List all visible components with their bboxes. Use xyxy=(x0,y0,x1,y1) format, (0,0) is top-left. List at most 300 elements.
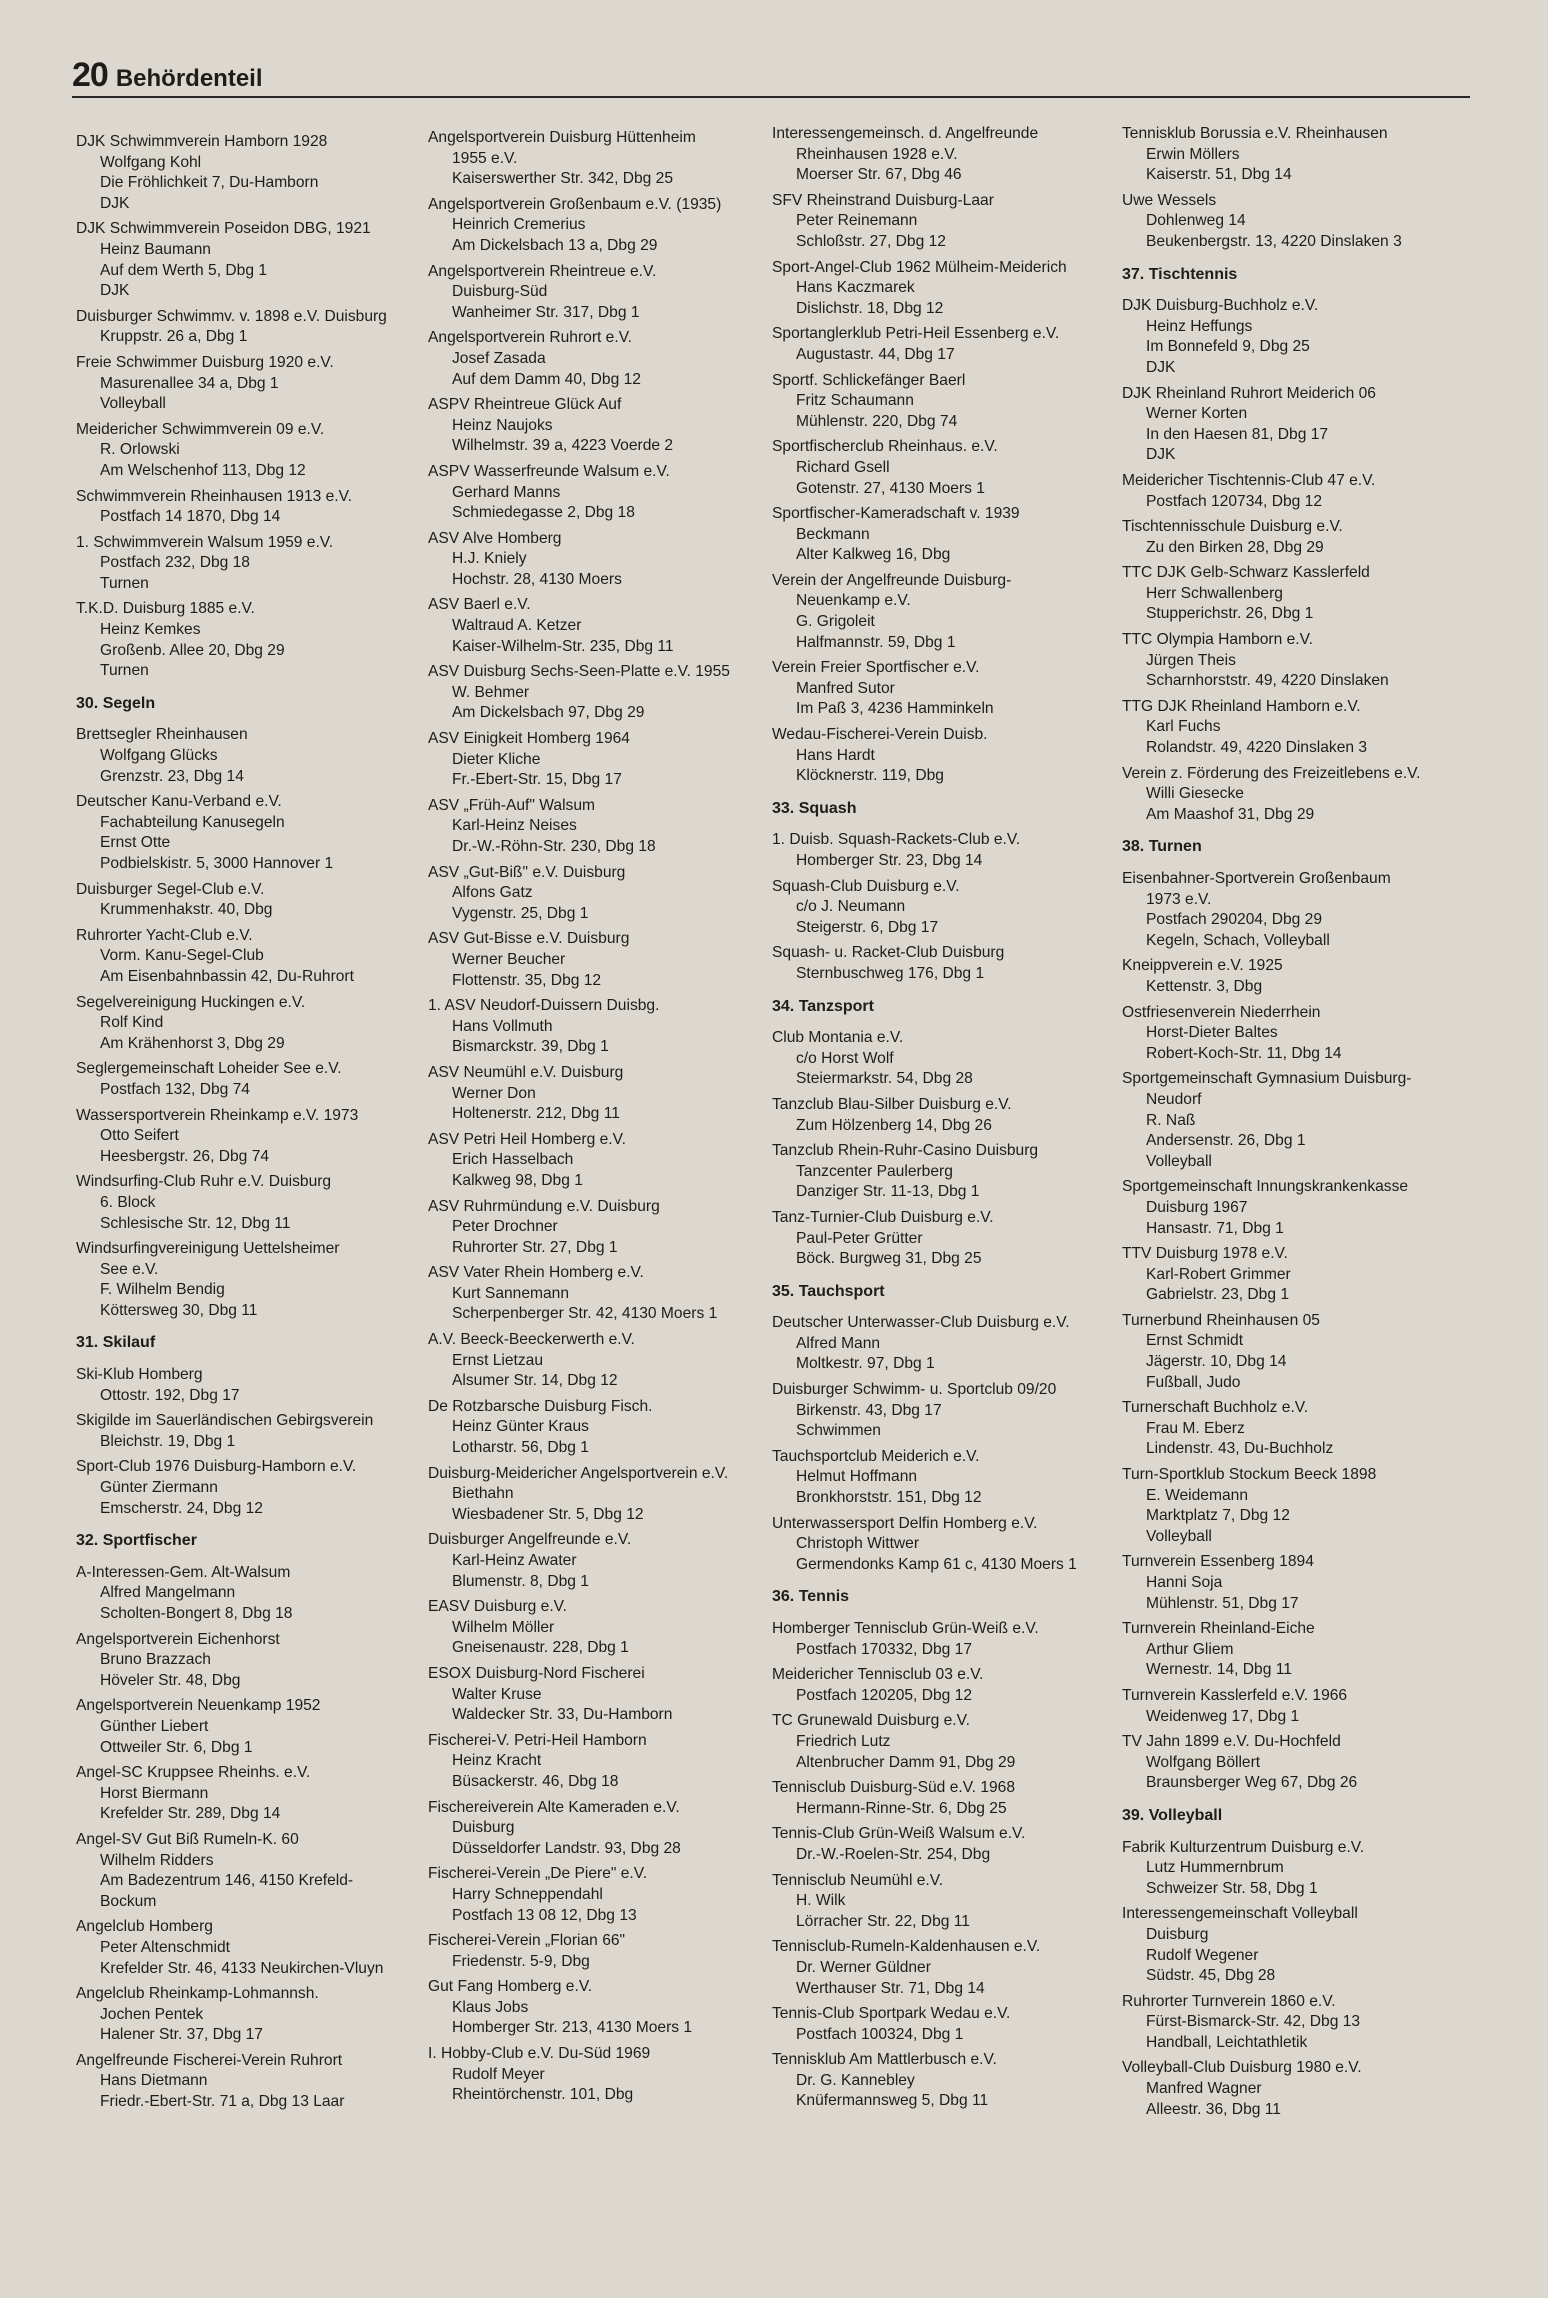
club-name: Brettsegler Rheinhausen xyxy=(76,726,248,744)
club-detail: Halfmannstr. 59, Dbg 1 xyxy=(796,633,956,651)
club-detail: Böck. Burgweg 31, Dbg 25 xyxy=(796,1250,982,1268)
club-entry xyxy=(772,1313,1118,1375)
club-name: ASV „Gut-Biß" e.V. Duisburg xyxy=(428,863,626,881)
club-entry xyxy=(428,2044,774,2106)
club-detail: Knüfermannsweg 5, Dbg 11 xyxy=(796,2092,989,2110)
club-detail: Neuenkamp e.V. xyxy=(796,592,911,610)
club-entry xyxy=(428,462,774,524)
club-detail: In den Haesen 81, Dbg 17 xyxy=(1146,425,1329,443)
club-detail: Heinrich Cremerius xyxy=(452,216,586,234)
club-entry xyxy=(772,571,1118,653)
club-name: ASV Einigkeit Homberg 1964 xyxy=(428,730,630,748)
club-name: Angelclub Homberg xyxy=(76,1918,213,1936)
club-entry xyxy=(772,1778,1118,1819)
club-detail: Harry Schneppendahl xyxy=(452,1885,603,1903)
club-detail: Germendonks Kamp 61 c, 4130 Moers 1 xyxy=(796,1555,1077,1573)
club-entry xyxy=(76,1563,422,1625)
club-name: Homberger Tennisclub Grün-Weiß e.V. xyxy=(772,1620,1039,1637)
club-detail: Hansastr. 71, Dbg 1 xyxy=(1146,1219,1284,1237)
club-entry xyxy=(1122,1244,1468,1306)
club-detail: Großenb. Allee 20, Dbg 29 xyxy=(100,641,285,659)
club-detail: 6. Block xyxy=(100,1193,156,1211)
club-entry xyxy=(772,1028,1118,1090)
club-detail: Bronkhorststr. 151, Dbg 12 xyxy=(796,1489,982,1507)
club-name: ASV „Früh-Auf" Walsum xyxy=(428,796,595,814)
club-entry xyxy=(428,1731,774,1793)
club-name: Ostfriesenverein Niederrhein xyxy=(1122,1003,1321,1021)
club-detail: Alfred Mangelmann xyxy=(100,1584,236,1602)
club-detail: Josef Zasada xyxy=(452,349,546,367)
club-detail: Turnen xyxy=(100,574,149,592)
club-name: Wassersportverein Rheinkamp e.V. 1973 xyxy=(76,1106,359,1124)
club-detail: Postfach 232, Dbg 18 xyxy=(100,554,250,572)
club-detail: Dohlenweg 14 xyxy=(1146,212,1246,230)
club-name: Verein Freier Sportfischer e.V. xyxy=(772,659,980,677)
club-entry xyxy=(1122,2058,1468,2120)
club-entry xyxy=(772,371,1118,433)
club-entry xyxy=(428,863,774,925)
club-detail: Karl Fuchs xyxy=(1146,718,1221,736)
club-name: ASPV Wasserfreunde Walsum e.V. xyxy=(428,462,670,480)
club-name: Turnverein Rheinland-Eiche xyxy=(1122,1620,1315,1638)
club-detail: Köttersweg 30, Dbg 11 xyxy=(100,1301,258,1319)
club-entry xyxy=(428,729,774,791)
club-detail: Podbielskistr. 5, 3000 Hannover 1 xyxy=(100,855,334,872)
club-detail: Karl-Robert Grimmer xyxy=(1146,1265,1291,1283)
club-detail: Volleyball xyxy=(1146,1152,1212,1170)
club-entry xyxy=(76,533,422,595)
club-detail: Rolandstr. 49, 4220 Dinslaken 3 xyxy=(1146,739,1368,757)
club-detail: Duisburg xyxy=(452,1819,515,1837)
section-heading: 39. Volleyball xyxy=(1122,1806,1223,1824)
club-name: DJK Duisburg-Buchholz e.V. xyxy=(1122,297,1319,315)
club-detail: Werner Don xyxy=(452,1084,536,1102)
club-detail: Alfons Gatz xyxy=(452,884,533,902)
club-entry xyxy=(772,1711,1118,1773)
club-detail: Erich Hasselbach xyxy=(452,1151,574,1169)
club-entry xyxy=(76,353,422,415)
club-detail: Postfach 120734, Dbg 12 xyxy=(1146,492,1322,510)
club-detail: Im Paß 3, 4236 Hamminkeln xyxy=(796,700,994,718)
club-detail: Alfred Mann xyxy=(796,1334,881,1352)
club-entry xyxy=(428,996,774,1058)
club-name: Fischerei-Verein „Florian 66" xyxy=(428,1932,626,1950)
club-name: Freie Schwimmer Duisburg 1920 e.V. xyxy=(76,353,334,371)
club-name: TTV Duisburg 1978 e.V. xyxy=(1122,1245,1288,1263)
club-detail: Friedr.-Ebert-Str. 71 a, Dbg 13 Laar xyxy=(100,2093,345,2111)
club-name: Sportf. Schlickefänger Baerl xyxy=(772,371,966,389)
club-detail: Heinz Naujoks xyxy=(452,416,553,434)
club-name: Meidericher Schwimmverein 09 e.V. xyxy=(76,420,325,438)
club-detail: Ottostr. 192, Dbg 17 xyxy=(100,1386,240,1404)
club-entry xyxy=(1122,124,1468,186)
club-detail: Gerhard Manns xyxy=(452,483,561,501)
club-detail: Schmiedegasse 2, Dbg 18 xyxy=(452,504,635,522)
club-detail: Hans Vollmuth xyxy=(452,1017,553,1035)
club-entry xyxy=(76,1239,422,1321)
club-detail: Moerser Str. 67, Dbg 46 xyxy=(796,166,962,184)
club-detail: Schwimmen xyxy=(796,1422,881,1440)
club-name: ESOX Duisburg-Nord Fischerei xyxy=(428,1664,645,1682)
club-entry xyxy=(772,124,1118,186)
club-detail: Kettenstr. 3, Dbg xyxy=(1146,977,1263,995)
club-detail: c/o Horst Wolf xyxy=(796,1049,894,1067)
column-1 xyxy=(76,132,422,2118)
club-detail: Kurt Sannemann xyxy=(452,1284,570,1302)
club-entry xyxy=(1122,563,1468,625)
club-entry xyxy=(76,1365,422,1406)
club-detail: Krefelder Str. 289, Dbg 14 xyxy=(100,1805,281,1823)
club-detail: Gneisenaustr. 228, Dbg 1 xyxy=(452,1639,629,1657)
club-entry xyxy=(76,1172,422,1234)
club-detail: Wolfgang Glücks xyxy=(100,747,218,765)
club-name: Sportgemeinschaft Innungskrankenkasse xyxy=(1122,1178,1409,1196)
club-detail: Rheintörchenstr. 101, Dbg xyxy=(452,2086,634,2104)
club-name: Deutscher Kanu-Verband e.V. xyxy=(76,793,282,811)
club-detail: Schloßstr. 27, Dbg 12 xyxy=(796,232,946,250)
club-name: Sportfischer-Kameradschaft v. 1939 xyxy=(772,505,1020,523)
club-name: Turnverein Essenberg 1894 xyxy=(1122,1553,1314,1571)
club-name: T.K.D. Duisburg 1885 e.V. xyxy=(76,600,255,618)
club-detail: Jägerstr. 10, Dbg 14 xyxy=(1146,1353,1287,1371)
club-detail: Steiermarkstr. 54, Dbg 28 xyxy=(796,1070,973,1088)
club-name: Angelclub Rheinkamp-Lohmannsh. xyxy=(76,1985,319,2003)
club-detail: Homberger Str. 23, Dbg 14 xyxy=(796,852,983,869)
club-name: Turnverein Kasslerfeld e.V. 1966 xyxy=(1122,1686,1348,1704)
club-entry xyxy=(1122,1465,1468,1547)
club-name: Angelfreunde Fischerei-Verein Ruhrort xyxy=(76,2051,343,2069)
club-detail: Heinz Baumann xyxy=(100,240,211,258)
club-detail: Grenzstr. 23, Dbg 14 xyxy=(100,767,244,785)
club-detail: Rolf Kind xyxy=(100,1014,164,1032)
club-name: Volleyball-Club Duisburg 1980 e.V. xyxy=(1122,2059,1362,2077)
club-name: Uwe Wessels xyxy=(1122,191,1217,209)
club-entry xyxy=(76,420,422,482)
club-detail: Richard Gsell xyxy=(796,458,890,476)
club-detail: G. Grigoleit xyxy=(796,613,875,631)
club-detail: Fritz Schaumann xyxy=(796,392,914,410)
club-detail: Postfach 132, Dbg 74 xyxy=(100,1080,250,1098)
club-entry xyxy=(772,1208,1118,1270)
club-entry xyxy=(76,1763,422,1825)
club-detail: Am Dickelsbach 13 a, Dbg 29 xyxy=(452,236,658,254)
club-detail: H.J. Kniely xyxy=(452,550,527,568)
club-detail: Dieter Kliche xyxy=(452,750,541,768)
club-detail: Am Badezentrum 146, 4150 Krefeld- xyxy=(100,1872,354,1890)
club-name: Fabrik Kulturzentrum Duisburg e.V. xyxy=(1122,1838,1365,1856)
club-entry xyxy=(772,191,1118,253)
club-name: Squash- u. Racket-Club Duisburg xyxy=(772,944,1005,962)
club-name: Ruhrorter Turnverein 1860 e.V. xyxy=(1122,1992,1336,2010)
club-detail: Heinz Heffungs xyxy=(1146,317,1253,335)
club-entry xyxy=(1122,517,1468,558)
club-entry xyxy=(76,880,422,921)
section-heading: 38. Turnen xyxy=(1122,838,1202,856)
club-name: Skigilde im Sauerländischen Gebirgsverein xyxy=(76,1412,374,1430)
club-name: ASV Alve Homberg xyxy=(428,529,562,547)
club-entry xyxy=(76,307,422,348)
club-name: Squash-Club Duisburg e.V. xyxy=(772,877,960,895)
club-detail: 1973 e.V. xyxy=(1146,890,1212,908)
club-detail: Karl-Heinz Neises xyxy=(452,817,577,835)
club-detail: Heinz Kracht xyxy=(452,1752,542,1770)
club-detail: Günther Liebert xyxy=(100,1717,209,1735)
club-detail: Heinz Günter Kraus xyxy=(452,1418,589,1436)
club-detail: Lindenstr. 43, Du-Buchholz xyxy=(1146,1440,1334,1458)
club-detail: Büsackerstr. 46, Dbg 18 xyxy=(452,1772,619,1790)
club-detail: Am Krähenhorst 3, Dbg 29 xyxy=(100,1034,285,1052)
club-detail: Wolfgang Böllert xyxy=(1146,1753,1261,1771)
club-name: Turnerbund Rheinhausen 05 xyxy=(1122,1311,1320,1329)
club-detail: Herr Schwallenberg xyxy=(1146,584,1283,602)
club-detail: Danziger Str. 11-13, Dbg 1 xyxy=(796,1183,980,1201)
club-entry xyxy=(428,662,774,724)
club-detail: Postfach 290204, Dbg 29 xyxy=(1146,911,1322,929)
club-detail: Ernst Schmidt xyxy=(1146,1332,1244,1350)
club-entry xyxy=(76,1411,422,1452)
club-detail: Helmut Hoffmann xyxy=(796,1468,918,1486)
club-name: Ski-Klub Homberg xyxy=(76,1366,203,1384)
club-entry xyxy=(428,1397,774,1459)
club-entry xyxy=(428,395,774,457)
club-entry xyxy=(428,262,774,324)
section-heading: 33. Squash xyxy=(772,799,857,817)
club-name: ASPV Rheintreue Glück Auf xyxy=(428,396,622,414)
club-entry xyxy=(428,1798,774,1860)
club-entry xyxy=(772,258,1118,320)
page-header xyxy=(72,56,263,96)
club-entry xyxy=(772,658,1118,720)
club-entry xyxy=(1122,384,1468,466)
club-detail: Duisburg 1967 xyxy=(1146,1198,1248,1216)
club-entry xyxy=(1122,764,1468,826)
club-name: Seglergemeinschaft Loheider See e.V. xyxy=(76,1060,342,1078)
club-detail: Heesbergstr. 26, Dbg 74 xyxy=(100,1147,270,1165)
club-entry xyxy=(76,219,422,301)
club-name: Duisburger Angelfreunde e.V. xyxy=(428,1531,632,1549)
club-entry xyxy=(76,1830,422,1912)
club-name: Schwimmverein Rheinhausen 1913 e.V. xyxy=(76,487,352,505)
club-name: Tennis-Club Grün-Weiß Walsum e.V. xyxy=(772,1825,1026,1843)
club-name: Sport-Angel-Club 1962 Mülheim-Meiderich xyxy=(772,258,1067,276)
club-entry xyxy=(76,1457,422,1519)
club-name: Sport-Club 1976 Duisburg-Hamborn e.V. xyxy=(76,1458,357,1476)
club-name: Tauchsportclub Meiderich e.V. xyxy=(772,1447,980,1465)
club-detail: Manfred Sutor xyxy=(796,679,895,697)
club-entry xyxy=(772,1665,1118,1706)
club-detail: DJK xyxy=(1146,446,1176,464)
club-entry xyxy=(772,2004,1118,2045)
club-detail: Hans Hardt xyxy=(796,746,875,764)
club-name: Kneippverein e.V. 1925 xyxy=(1122,957,1283,975)
club-entry xyxy=(772,324,1118,365)
club-detail: Alter Kalkweg 16, Dbg xyxy=(796,546,951,564)
club-entry xyxy=(76,1106,422,1168)
club-name: Tanz-Turnier-Club Duisburg e.V. xyxy=(772,1208,994,1226)
club-detail: Lotharstr. 56, Dbg 1 xyxy=(452,1439,589,1457)
club-detail: Postfach 14 1870, Dbg 14 xyxy=(100,508,281,526)
club-name: Segelvereinigung Huckingen e.V. xyxy=(76,993,306,1011)
club-detail: Andersenstr. 26, Dbg 1 xyxy=(1146,1132,1306,1150)
club-detail: Frau M. Eberz xyxy=(1146,1419,1245,1437)
club-entry xyxy=(428,1597,774,1659)
club-entry xyxy=(772,1447,1118,1509)
club-name: Angelsportverein Neuenkamp 1952 xyxy=(76,1697,321,1715)
club-entry xyxy=(1122,1619,1468,1681)
club-detail: Fußball, Judo xyxy=(1146,1373,1241,1391)
club-detail: Mühlenstr. 51, Dbg 17 xyxy=(1146,1594,1299,1612)
club-detail: Düsseldorfer Landstr. 93, Dbg 28 xyxy=(452,1839,681,1857)
club-detail: Altenbrucher Damm 91, Dbg 29 xyxy=(796,1753,1016,1771)
club-entry xyxy=(772,1141,1118,1203)
club-entry xyxy=(772,1095,1118,1136)
club-detail: Peter Drochner xyxy=(452,1218,558,1236)
club-name: ASV Baerl e.V. xyxy=(428,596,531,614)
club-detail: Scharnhorststr. 49, 4220 Dinslaken xyxy=(1146,672,1389,690)
club-name: Verein z. Förderung des Freizeitlebens e.V. xyxy=(1122,764,1421,782)
club-detail: Zum Hölzenberg 14, Dbg 26 xyxy=(796,1116,992,1134)
club-detail: Postfach 13 08 12, Dbg 13 xyxy=(452,1906,637,1924)
club-name: A.V. Beeck-Beeckerwerth e.V. xyxy=(428,1331,635,1349)
club-detail: Rudolf Meyer xyxy=(452,2065,545,2083)
club-detail: c/o J. Neumann xyxy=(796,898,906,916)
club-name: ASV Petri Heil Homberg e.V. xyxy=(428,1130,626,1148)
club-detail: Augustastr. 44, Dbg 17 xyxy=(796,345,955,363)
club-entry xyxy=(428,1664,774,1726)
section-heading: 30. Segeln xyxy=(76,694,156,712)
club-detail: Ernst Lietzau xyxy=(452,1351,544,1369)
club-entry xyxy=(428,1263,774,1325)
club-name: Wedau-Fischerei-Verein Duisb. xyxy=(772,726,988,744)
club-entry xyxy=(76,1984,422,2046)
club-name: Angelsportverein Ruhrort e.V. xyxy=(428,329,632,347)
club-detail: Gotenstr. 27, 4130 Moers 1 xyxy=(796,479,985,497)
club-name: Tanzclub Rhein-Ruhr-Casino Duisburg xyxy=(772,1142,1039,1160)
club-detail: Gabrielstr. 23, Dbg 1 xyxy=(1146,1286,1290,1304)
club-entry xyxy=(772,1871,1118,1933)
club-name: EASV Duisburg e.V. xyxy=(428,1598,567,1616)
club-detail: Bleichstr. 19, Dbg 1 xyxy=(100,1432,236,1450)
club-name: DJK Schwimmverein Hamborn 1928 xyxy=(76,133,328,150)
club-detail: Birkenstr. 43, Dbg 17 xyxy=(796,1401,942,1419)
club-name: Eisenbahner-Sportverein Großenbaum xyxy=(1122,870,1391,887)
club-name: Verein der Angelfreunde Duisburg- xyxy=(772,571,1012,589)
club-detail: Dr. G. Kannebley xyxy=(796,2071,915,2089)
club-detail: Alleestr. 36, Dbg 11 xyxy=(1146,2100,1281,2118)
club-detail: Höveler Str. 48, Dbg xyxy=(100,1671,241,1689)
club-name: ASV Duisburg Sechs-Seen-Platte e.V. 1955 xyxy=(428,663,730,681)
club-detail: Volleyball xyxy=(100,395,166,413)
club-detail: R. Naß xyxy=(1146,1111,1196,1129)
club-detail: Marktplatz 7, Dbg 12 xyxy=(1146,1507,1290,1525)
club-name: Angel-SC Kruppsee Rheinhs. e.V. xyxy=(76,1764,311,1782)
club-detail: Otto Seifert xyxy=(100,1127,179,1145)
club-detail: Kaiserstr. 51, Dbg 14 xyxy=(1146,166,1292,184)
club-detail: Volleyball xyxy=(1146,1527,1212,1545)
club-detail: R. Orlowski xyxy=(100,441,180,459)
club-detail: Werner Korten xyxy=(1146,405,1248,423)
club-entry xyxy=(772,1937,1118,1999)
club-name: TC Grunewald Duisburg e.V. xyxy=(772,1712,970,1730)
club-detail: Halener Str. 37, Dbg 17 xyxy=(100,2026,263,2044)
club-detail: Bockum xyxy=(100,1892,157,1910)
club-detail: Rudolf Wegener xyxy=(1146,1946,1259,1964)
club-detail: Masurenallee 34 a, Dbg 1 xyxy=(100,374,279,392)
club-name: Duisburg-Meidericher Angelsportverein e.V. xyxy=(428,1464,729,1482)
club-name: Duisburger Segel-Club e.V. xyxy=(76,880,265,898)
club-detail: Werner Beucher xyxy=(452,950,566,968)
club-name: Interessengemeinsch. d. Angelfreunde xyxy=(772,125,1039,142)
club-name: Gut Fang Homberg e.V. xyxy=(428,1978,593,1996)
page-title: Behördenteil xyxy=(115,65,263,92)
club-detail: Klöcknerstr. 119, Dbg xyxy=(796,767,944,785)
club-detail: Scholten-Bongert 8, Dbg 18 xyxy=(100,1605,293,1622)
club-detail: Heinz Kemkes xyxy=(100,621,201,639)
club-detail: See e.V. xyxy=(100,1260,159,1278)
club-entry xyxy=(76,1917,422,1979)
club-detail: Postfach 170332, Dbg 17 xyxy=(796,1640,972,1658)
section-heading: 31. Skilauf xyxy=(76,1334,156,1352)
club-entry xyxy=(1122,1552,1468,1614)
club-name: TTC Olympia Hamborn e.V. xyxy=(1122,631,1313,649)
club-name: Interessengemeinschaft Volleyball xyxy=(1122,1905,1358,1923)
club-name: 1. ASV Neudorf-Duissern Duisbg. xyxy=(428,997,660,1015)
club-detail: Ottweiler Str. 6, Dbg 1 xyxy=(100,1738,253,1756)
club-entry xyxy=(1122,630,1468,692)
club-detail: Manfred Wagner xyxy=(1146,2080,1262,2098)
club-entry xyxy=(428,1063,774,1125)
club-entry xyxy=(1122,191,1468,253)
club-entry xyxy=(1122,1398,1468,1460)
club-entry xyxy=(1122,471,1468,512)
club-entry xyxy=(1122,296,1468,378)
club-detail: Günter Ziermann xyxy=(100,1479,218,1497)
club-name: Windsurfingvereinigung Uettelsheimer xyxy=(76,1240,340,1258)
club-entry xyxy=(428,796,774,858)
club-entry xyxy=(1122,1177,1468,1239)
header-rule xyxy=(72,96,1470,98)
club-name: A-Interessen-Gem. Alt-Walsum xyxy=(76,1563,291,1581)
club-detail: Willi Giesecke xyxy=(1146,785,1244,803)
club-name: Sportfischerclub Rheinhaus. e.V. xyxy=(772,438,998,456)
club-detail: Horst-Dieter Baltes xyxy=(1146,1024,1278,1042)
club-detail: Wilhelmstr. 39 a, 4223 Voerde 2 xyxy=(452,437,674,455)
club-name: Sportgemeinschaft Gymnasium Duisburg- xyxy=(1122,1070,1412,1088)
club-name: Turnerschaft Buchholz e.V. xyxy=(1122,1399,1309,1417)
club-detail: Postfach 100324, Dbg 1 xyxy=(796,2025,964,2043)
club-detail: Auf dem Damm 40, Dbg 12 xyxy=(452,370,641,388)
club-detail: Am Welschenhof 113, Dbg 12 xyxy=(100,461,306,479)
club-detail: Zu den Birken 28, Dbg 29 xyxy=(1146,538,1324,556)
club-entry xyxy=(1122,1686,1468,1727)
club-detail: Vygenstr. 25, Dbg 1 xyxy=(452,904,589,922)
club-name: Club Montania e.V. xyxy=(772,1029,904,1047)
club-name: ASV Ruhrmündung e.V. Duisburg xyxy=(428,1197,660,1215)
club-entry xyxy=(772,504,1118,566)
club-detail: Erwin Möllers xyxy=(1146,145,1240,163)
club-detail: Kaiser-Wilhelm-Str. 235, Dbg 11 xyxy=(452,637,674,655)
club-detail: 1955 e.V. xyxy=(452,149,518,167)
club-entry xyxy=(76,993,422,1055)
club-name: ASV Gut-Bisse e.V. Duisburg xyxy=(428,930,630,948)
club-detail: Bismarckstr. 39, Dbg 1 xyxy=(452,1038,609,1056)
club-name: Duisburger Schwimmv. v. 1898 e.V. Duisburg xyxy=(76,307,387,325)
club-name: Tennisclub Neumühl e.V. xyxy=(772,1871,944,1889)
club-detail: Klaus Jobs xyxy=(452,1998,529,2016)
club-name: Fischerei-V. Petri-Heil Hamborn xyxy=(428,1731,647,1749)
club-detail: Dr.-W.-Röhn-Str. 230, Dbg 18 xyxy=(452,838,656,855)
club-entry xyxy=(1122,869,1468,951)
